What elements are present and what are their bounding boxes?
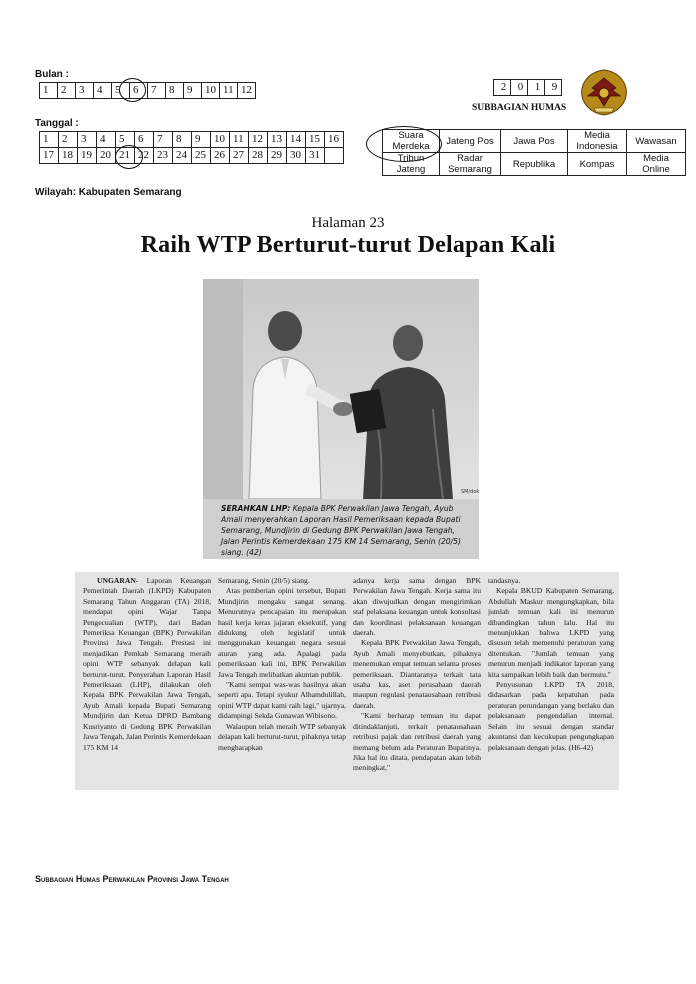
- column-3-para-1: adanya kerja sama dengan BPK Perwakilan Jawa Tengah. Kerja sama itu akan diwujudkan dengan mengirimkan staf pelaksana keuangan untuk konsultasi dan koordinasi pelaksanaan keuangan daerah.: [353, 576, 481, 638]
- date-cell: 28: [249, 148, 268, 164]
- headline: Raih WTP Berturut-turut Delapan Kali: [140, 232, 556, 258]
- month-cell: 2: [58, 83, 76, 99]
- caption-lead: SERAHKAN LHP:: [221, 504, 291, 513]
- column-3-para-2: Kepala BPK Perwakilan Jawa Tengah, Ayub Amali menyebutkan, pihaknya menemukan empat temuan selama proses pemeriksaan. Diantaranya terkait tata usaha kas, aset perusahaan daerah maupun regulasi penatausahaan retribusi daerah.: [353, 638, 481, 710]
- year-digit-cell: 2: [494, 80, 511, 96]
- month-cell: 4: [94, 83, 112, 99]
- date-cell: 19: [78, 148, 97, 164]
- date-cell: 29: [268, 148, 287, 164]
- month-cell: 3: [76, 83, 94, 99]
- month-cell: 11: [220, 83, 238, 99]
- garuda-emblem-icon: [574, 66, 634, 118]
- date-cell: 16: [325, 132, 344, 148]
- month-cell: 8: [166, 83, 184, 99]
- photo-caption: [203, 499, 479, 559]
- date-cell: 1: [40, 132, 59, 148]
- date-cell: 14: [287, 132, 306, 148]
- month-label: Bulan :: [35, 69, 69, 80]
- month-cell: 6: [130, 83, 148, 99]
- newspaper-cell: Suara Merdeka: [383, 130, 440, 153]
- date-cell: 25: [192, 148, 211, 164]
- date-cell: 27: [230, 148, 249, 164]
- month-cell: 5: [112, 83, 130, 99]
- article-column-1: [83, 576, 211, 753]
- region-label: Wilayah: Kabupaten Semarang: [35, 187, 182, 198]
- column-2-para-4: Walaupun telah meraih WTP sebanyak delapan kali berturut-turut, pihaknya tetap mengharapkan: [218, 721, 346, 752]
- date-cell: 15: [306, 132, 325, 148]
- date-cell: 26: [211, 148, 230, 164]
- article-column-4: [488, 576, 614, 753]
- date-cell: 9: [192, 132, 211, 148]
- date-grid: [39, 131, 344, 164]
- footer-text: Subbagian Humas Perwakilan Provinsi Jawa Tengah: [35, 874, 229, 884]
- photo-credit: SM/dok: [461, 489, 479, 495]
- date-selection-circle: [115, 145, 143, 169]
- newspaper-cell: Kompas: [568, 153, 627, 176]
- page-number: Halaman 23: [311, 215, 385, 231]
- year-digit-cell: 0: [511, 80, 528, 96]
- date-cell: 18: [59, 148, 78, 164]
- newspaper-cell: Republika: [501, 153, 568, 176]
- newspaper-cell: Jateng Pos: [440, 130, 501, 153]
- newspaper-cell: Tribun Jateng: [383, 153, 440, 176]
- newspaper-cell: Wawasan: [627, 130, 686, 153]
- article-body: [75, 572, 619, 790]
- month-cell: 12: [238, 83, 256, 99]
- department-title: SUBBAGIAN HUMAS: [472, 103, 567, 113]
- month-cell: 7: [148, 83, 166, 99]
- column-2-para-2: Atas pemberian opini tersebut, Bupati Mundjirin mengaku sangat senang. Menurutnya pencapaian itu merupakan hasil kerja keras jajaran eksekutif, yang didukung oleh legislatif untuk menggunakan keuangan negara sesuai aturan yang ada. Apalagi pada pemeriksaan kali ini, BPK Perwakilan Jawa Tengah melibatkan akuntan publik.: [218, 586, 346, 679]
- newspaper-selection-circle: [366, 126, 442, 162]
- date-cell: 17: [40, 148, 59, 164]
- date-cell: 3: [78, 132, 97, 148]
- column-1-text: Laporan Keuangan Pemerintah Daerah (LKPD) Kabupaten Semarang Tahun Anggaran (TA) 2018, mendapat opini Wajar Tanpa Pengecualian (WTP), dari Badan Pemeriksa Keuangan (BPK) Perwakilan Provinsi Jawa Tengah. Prestasi ini menjadikan Pemkab Semarang meraih opini WTP sebanyak delapan kali berturut-turut. Penyerahan Laporan Hasil Pemeriksaan (LHP), dilakukan oleh Kepala BPK Perwakilan Jawa Tengah, Ayub Amali kepada Bupati Semarang Mundjirin dan Ketua DPRD Bambang Kusriyanto di Gedung BPK Perwakilan Jawa Tengah, Jalan Perintis Kemerdekaan 175 KM 14: [83, 576, 211, 752]
- date-cell: 24: [173, 148, 192, 164]
- date-cell: 23: [154, 148, 173, 164]
- year-grid: [493, 79, 562, 96]
- article-column-2: [218, 576, 346, 753]
- column-4-para-1: tandasnya.: [488, 576, 521, 585]
- column-4-para-2: Kepala BKUD Kabupaten Semarang, Abdullah Maskur mengungkapkan, bila jumlah temuan kali ini menurun dibandingkan tahun lalu. Hal itu menunjukkan bahwa LKPD yang disusun telah memenuhi peraturan yang ditentukan. "Jumlah temuan yang menurun menjadi indikator laporan yang kita sampaikan lebih baik dan bermutu.": [488, 586, 614, 679]
- dateline: UNGARAN-: [97, 576, 139, 585]
- date-cell: 7: [154, 132, 173, 148]
- month-grid: [39, 82, 256, 99]
- date-cell: 21: [116, 148, 135, 164]
- news-photo: [203, 279, 479, 499]
- column-2-para-1: Semarang, Senin (20/5) siang.: [218, 576, 310, 585]
- date-cell: 22: [135, 148, 154, 164]
- date-cell: 5: [116, 132, 135, 148]
- caption-text: Kepala BPK Perwakilan Jawa Tengah, Ayub Amali menyerahkan Laporan Hasil Pemeriksaan kepada Bupati Semarang, Mundjirin di Gedung BPK Perwakilan Jawa Tengah, Jalan Perintis Kemerdekaan 175 KM 14 Semarang, Senin (20/5) siang. (42): [221, 504, 461, 557]
- date-label: Tanggal :: [35, 118, 79, 129]
- article-column-3: [353, 576, 481, 774]
- newspaper-cell: Jawa Pos: [501, 130, 568, 153]
- column-3-para-3: "Kami berharap temuan itu dapat ditindaklanjuti, terkait penatausahaan retribusi pajak dan retribusi daerah yang memang belum ada Peraturan Bupatinya. Jika hal itu ditata, pendapatan akan lebih meningkat,": [353, 711, 481, 773]
- date-cell: 2: [59, 132, 78, 148]
- month-cell: 9: [184, 83, 202, 99]
- date-cell: 30: [287, 148, 306, 164]
- date-cell-empty: [325, 148, 344, 164]
- date-cell: 8: [173, 132, 192, 148]
- year-digit-cell: 1: [528, 80, 545, 96]
- column-4-para-3: Penyusunan LKPD TA 2018, didasarkan pada kepatuhan pada peraturan perundangan yang berlaku dan pelaksanaan pengendalian internal. Selain itu sesuai dengan standar akuntansi dan kecukupan pengungkapan pelaksanaan dengan jelas. (H6-42): [488, 680, 614, 752]
- newspaper-cell: Radar Semarang: [440, 153, 501, 176]
- column-2-para-3: "Kami sempat was-was hasilnya akan seperti apa. Tetapi syukur Alhamdulillah, opini WTP dapat kami raih lagi," ujarnya, didampingi Sekda Gunawan Wibisono.: [218, 680, 346, 721]
- date-cell: 20: [97, 148, 116, 164]
- date-cell: 10: [211, 132, 230, 148]
- date-cell: 31: [306, 148, 325, 164]
- newspaper-cell: Media Online: [627, 153, 686, 176]
- year-digit-cell: 9: [545, 80, 562, 96]
- month-selection-circle: [119, 78, 146, 102]
- date-cell: 6: [135, 132, 154, 148]
- newspaper-cell: Media Indonesia: [568, 130, 627, 153]
- date-cell: 4: [97, 132, 116, 148]
- month-cell: 10: [202, 83, 220, 99]
- date-cell: 12: [249, 132, 268, 148]
- date-cell: 13: [268, 132, 287, 148]
- month-cell: 1: [40, 83, 58, 99]
- date-cell: 11: [230, 132, 249, 148]
